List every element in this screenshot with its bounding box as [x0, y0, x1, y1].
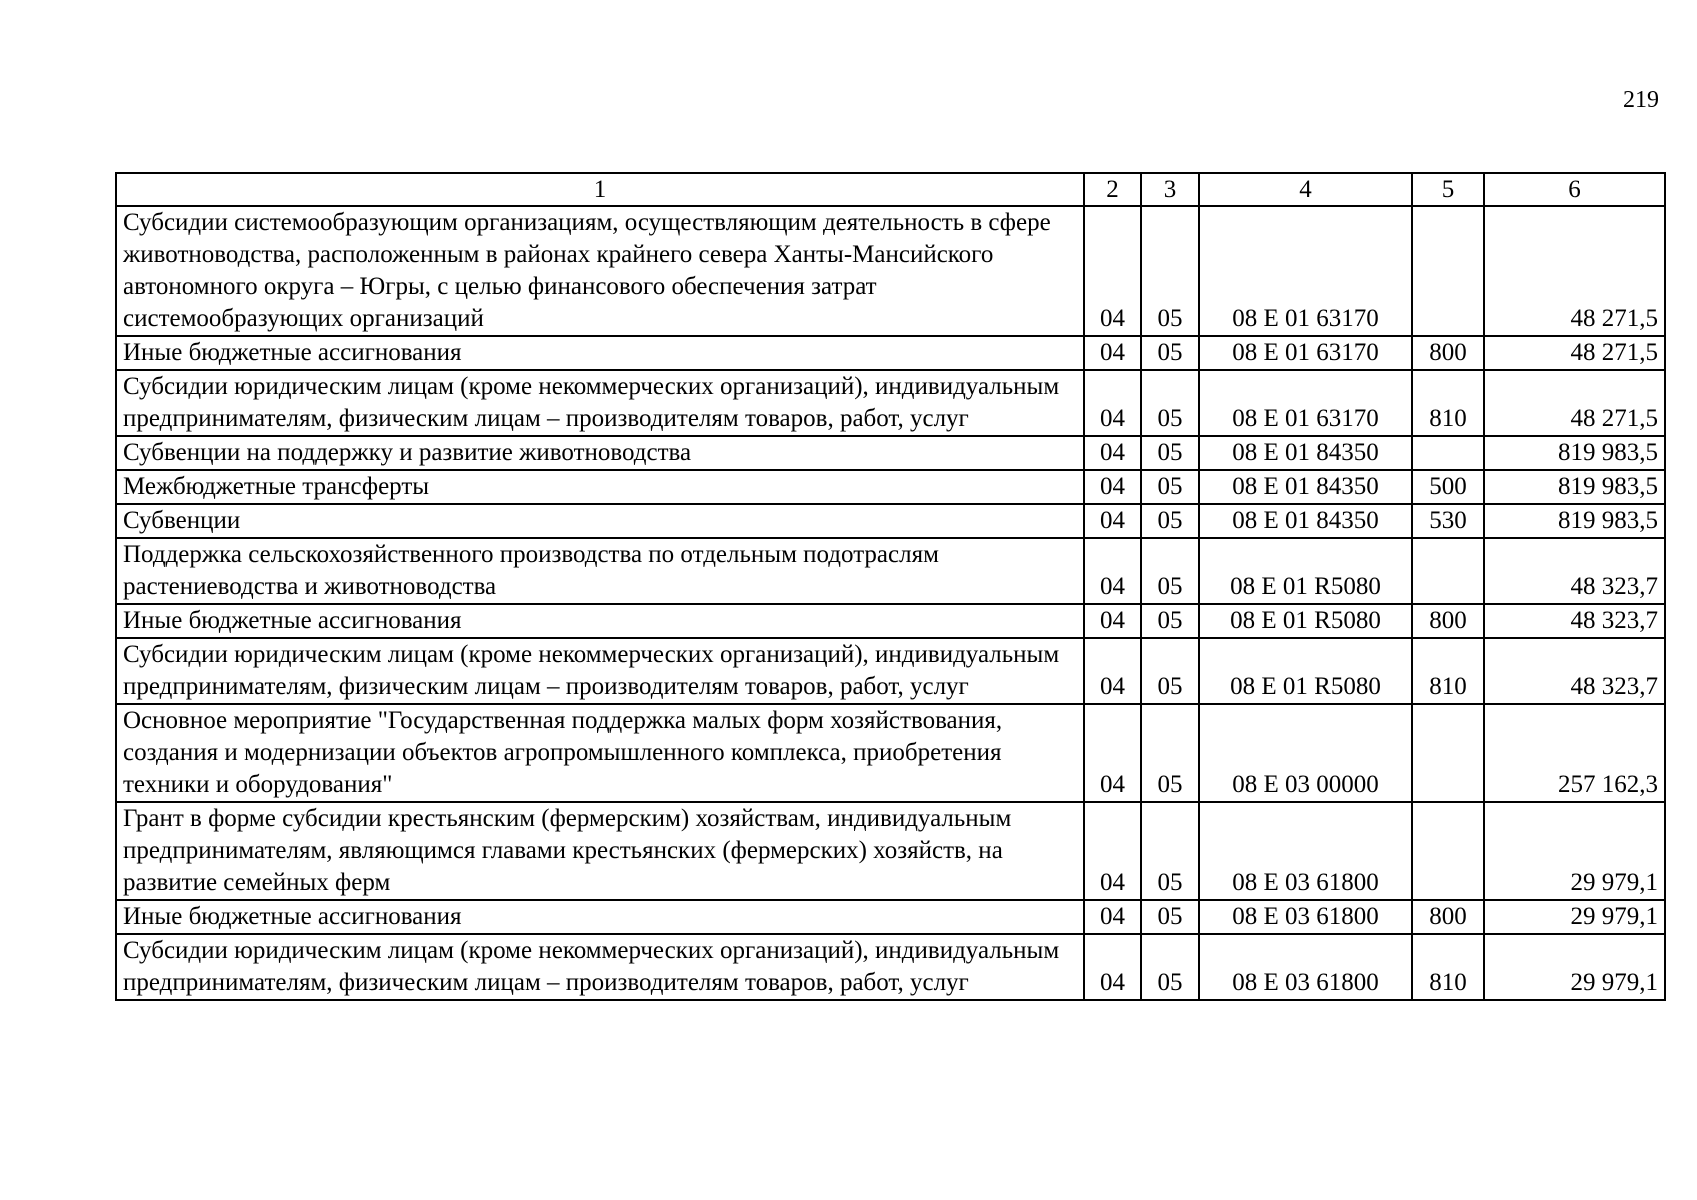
- table-row: [116, 704, 1665, 802]
- row-subsection-cell: 05: [1141, 538, 1199, 604]
- table-row: [116, 638, 1665, 704]
- row-sum-cell: 48 323,7: [1484, 638, 1665, 704]
- row-name-cell: Субсидии юридическим лицам (кроме некоммерческих организаций), индивидуальным предпринимателям, физическим лицам – производителям товаров, работ, услуг: [116, 370, 1084, 436]
- header-col-3: 3: [1141, 173, 1199, 206]
- row-subsection-cell: 05: [1141, 206, 1199, 336]
- row-section-cell: 04: [1084, 436, 1141, 470]
- row-target-code-cell: 08 Е 03 61800: [1199, 934, 1412, 1000]
- row-expense-type-cell: 810: [1412, 934, 1484, 1000]
- table-row: [116, 436, 1665, 470]
- row-target-code-cell: 08 Е 03 61800: [1199, 900, 1412, 934]
- row-subsection-cell: 05: [1141, 470, 1199, 504]
- row-target-code-cell: 08 Е 03 61800: [1199, 802, 1412, 900]
- row-target-code-cell: 08 Е 01 63170: [1199, 370, 1412, 436]
- table-row: [116, 504, 1665, 538]
- row-name-cell: Субсидии юридическим лицам (кроме некоммерческих организаций), индивидуальным предпринимателям, физическим лицам – производителям товаров, работ, услуг: [116, 934, 1084, 1000]
- row-expense-type-cell: 800: [1412, 900, 1484, 934]
- row-expense-type-cell: [1412, 538, 1484, 604]
- row-target-code-cell: 08 Е 03 00000: [1199, 704, 1412, 802]
- row-name-cell: Субвенции на поддержку и развитие животноводства: [116, 436, 1084, 470]
- table-row: [116, 470, 1665, 504]
- row-subsection-cell: 05: [1141, 436, 1199, 470]
- row-section-cell: 04: [1084, 900, 1141, 934]
- row-section-cell: 04: [1084, 704, 1141, 802]
- row-name-cell: Грант в форме субсидии крестьянским (фермерским) хозяйствам, индивидуальным предпринимателям, являющимся главами крестьянских (фермерских) хозяйств, на развитие семейных ферм: [116, 802, 1084, 900]
- row-section-cell: 04: [1084, 336, 1141, 370]
- row-subsection-cell: 05: [1141, 504, 1199, 538]
- row-expense-type-cell: 530: [1412, 504, 1484, 538]
- header-col-6: 6: [1484, 173, 1665, 206]
- table-row: [116, 900, 1665, 934]
- row-sum-cell: 257 162,3: [1484, 704, 1665, 802]
- table-row: [116, 370, 1665, 436]
- row-section-cell: 04: [1084, 604, 1141, 638]
- row-target-code-cell: 08 Е 01 R5080: [1199, 604, 1412, 638]
- header-col-2: 2: [1084, 173, 1141, 206]
- row-sum-cell: 819 983,5: [1484, 470, 1665, 504]
- row-subsection-cell: 05: [1141, 370, 1199, 436]
- row-sum-cell: 48 271,5: [1484, 206, 1665, 336]
- row-subsection-cell: 05: [1141, 934, 1199, 1000]
- row-sum-cell: 819 983,5: [1484, 436, 1665, 470]
- row-sum-cell: 48 323,7: [1484, 604, 1665, 638]
- row-sum-cell: 819 983,5: [1484, 504, 1665, 538]
- row-sum-cell: 29 979,1: [1484, 802, 1665, 900]
- row-expense-type-cell: 800: [1412, 336, 1484, 370]
- row-section-cell: 04: [1084, 504, 1141, 538]
- header-col-1: 1: [116, 173, 1084, 206]
- budget-table: [115, 172, 1666, 1001]
- header-col-5: 5: [1412, 173, 1484, 206]
- row-section-cell: 04: [1084, 370, 1141, 436]
- row-name-cell: Иные бюджетные ассигнования: [116, 336, 1084, 370]
- row-target-code-cell: 08 Е 01 R5080: [1199, 638, 1412, 704]
- row-name-cell: Межбюджетные трансферты: [116, 470, 1084, 504]
- row-expense-type-cell: 800: [1412, 604, 1484, 638]
- row-name-cell: Субсидии юридическим лицам (кроме некоммерческих организаций), индивидуальным предпринимателям, физическим лицам – производителям товаров, работ, услуг: [116, 638, 1084, 704]
- table-row: [116, 206, 1665, 336]
- row-expense-type-cell: 810: [1412, 638, 1484, 704]
- row-name-cell: Иные бюджетные ассигнования: [116, 900, 1084, 934]
- row-subsection-cell: 05: [1141, 802, 1199, 900]
- row-sum-cell: 29 979,1: [1484, 900, 1665, 934]
- row-subsection-cell: 05: [1141, 900, 1199, 934]
- row-expense-type-cell: [1412, 704, 1484, 802]
- row-sum-cell: 48 271,5: [1484, 370, 1665, 436]
- row-subsection-cell: 05: [1141, 638, 1199, 704]
- row-section-cell: 04: [1084, 638, 1141, 704]
- row-expense-type-cell: [1412, 802, 1484, 900]
- header-row: [116, 173, 1665, 206]
- table-row: [116, 802, 1665, 900]
- row-section-cell: 04: [1084, 802, 1141, 900]
- table-row: [116, 538, 1665, 604]
- row-name-cell: Основное мероприятие "Государственная поддержка малых форм хозяйствования, создания и модернизации объектов агропромышленного комплекса, приобретения техники и оборудования": [116, 704, 1084, 802]
- row-section-cell: 04: [1084, 206, 1141, 336]
- row-name-cell: Поддержка сельскохозяйственного производства по отдельным подотраслям растениеводства и животноводства: [116, 538, 1084, 604]
- row-sum-cell: 29 979,1: [1484, 934, 1665, 1000]
- row-subsection-cell: 05: [1141, 704, 1199, 802]
- row-name-cell: Иные бюджетные ассигнования: [116, 604, 1084, 638]
- row-expense-type-cell: 810: [1412, 370, 1484, 436]
- row-expense-type-cell: [1412, 206, 1484, 336]
- row-expense-type-cell: 500: [1412, 470, 1484, 504]
- row-subsection-cell: 05: [1141, 604, 1199, 638]
- table-row: [116, 934, 1665, 1000]
- row-name-cell: Субсидии системообразующим организациям, осуществляющим деятельность в сфере животноводства, расположенным в районах крайнего севера Ханты-Мансийского автономного округа – Югры, с целью финансового обеспечения затрат системообразующих организаций: [116, 206, 1084, 336]
- row-expense-type-cell: [1412, 436, 1484, 470]
- row-name-cell: Субвенции: [116, 504, 1084, 538]
- row-target-code-cell: 08 Е 01 84350: [1199, 470, 1412, 504]
- header-col-4: 4: [1199, 173, 1412, 206]
- row-target-code-cell: 08 Е 01 84350: [1199, 504, 1412, 538]
- row-section-cell: 04: [1084, 538, 1141, 604]
- row-target-code-cell: 08 Е 01 84350: [1199, 436, 1412, 470]
- row-section-cell: 04: [1084, 470, 1141, 504]
- table-body: [116, 173, 1665, 1000]
- table-row: [116, 336, 1665, 370]
- row-target-code-cell: 08 Е 01 R5080: [1199, 538, 1412, 604]
- page-number: 219: [1623, 87, 1659, 113]
- table-row: [116, 604, 1665, 638]
- row-sum-cell: 48 271,5: [1484, 336, 1665, 370]
- row-subsection-cell: 05: [1141, 336, 1199, 370]
- row-sum-cell: 48 323,7: [1484, 538, 1665, 604]
- row-target-code-cell: 08 Е 01 63170: [1199, 336, 1412, 370]
- row-target-code-cell: 08 Е 01 63170: [1199, 206, 1412, 336]
- row-section-cell: 04: [1084, 934, 1141, 1000]
